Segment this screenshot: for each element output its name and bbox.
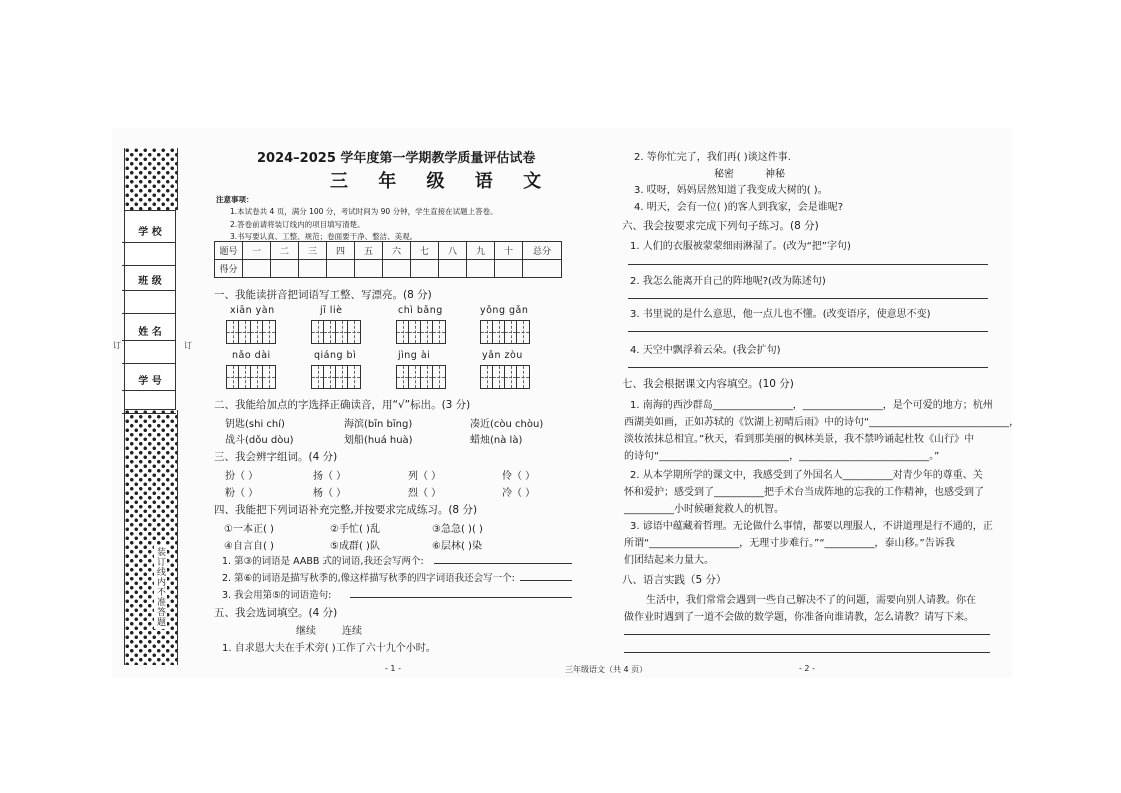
- writing-grid[interactable]: [480, 365, 530, 389]
- word-blank[interactable]: 扬（ ）: [313, 471, 347, 482]
- idiom-blank[interactable]: ①一本正( ): [224, 524, 274, 535]
- student-id-field[interactable]: [122, 390, 176, 414]
- section4-title: 四、我能把下列词语补充完整,并按要求完成练习。(8 分): [214, 504, 478, 516]
- choice-word: 秘密: [714, 169, 734, 180]
- answer-line[interactable]: [624, 634, 990, 635]
- student-id-label: 学 号: [138, 376, 162, 387]
- score-input[interactable]: [495, 260, 523, 278]
- score-input[interactable]: [523, 260, 562, 278]
- notice-item: 3.书写要认真、工整、规范；卷面要干净、整洁、美观。: [230, 232, 418, 241]
- idiom-blank[interactable]: ⑥层林( )染: [432, 541, 482, 552]
- score-input[interactable]: [411, 260, 439, 278]
- reading-item[interactable]: 划船(huá huà): [344, 435, 413, 446]
- idiom-blank[interactable]: ②手忙( )乱: [330, 524, 380, 535]
- reading-item[interactable]: 钥匙(shi chí): [225, 419, 285, 430]
- writing-grid[interactable]: [396, 320, 446, 344]
- answer-line[interactable]: [628, 331, 988, 332]
- pinyin: xiān yàn: [230, 305, 275, 316]
- word-blank[interactable]: 扮（ ）: [225, 471, 259, 482]
- choice-word: 继续: [296, 626, 316, 637]
- answer-line[interactable]: [520, 580, 572, 581]
- score-cell: 题号: [215, 242, 243, 260]
- question-text: 2. 等你忙完了，我们再( )谈这件事.: [634, 152, 791, 163]
- binding-mark: 订: [113, 341, 121, 350]
- writing-grid[interactable]: [226, 365, 276, 389]
- score-table: [214, 241, 562, 278]
- idiom-blank[interactable]: ⑤成群( )队: [330, 541, 380, 552]
- score-cell: 六: [383, 242, 411, 260]
- writing-grid[interactable]: [311, 320, 361, 344]
- score-cell: 五: [355, 242, 383, 260]
- answer-line[interactable]: [628, 264, 988, 265]
- question-text: 1. 自求恩大夫在手术旁( )工作了六十九个小时。: [222, 643, 436, 654]
- score-cell: 七: [411, 242, 439, 260]
- idiom-blank[interactable]: ③急急( )( ): [432, 524, 483, 535]
- score-cell: 一: [243, 242, 271, 260]
- pinyin: chì bǎng: [398, 305, 443, 316]
- section3-title: 三、我会辨字组词。(4 分): [214, 451, 338, 463]
- school-label: 学 校: [138, 227, 162, 238]
- writing-grid[interactable]: [396, 365, 446, 389]
- score-value-row: [215, 260, 562, 278]
- exam-title: 2024–2025 学年度第一学期教学质量评估试卷: [257, 151, 536, 166]
- reading-item[interactable]: 海滨(bīn bīng): [344, 419, 413, 430]
- paragraph-line: 的诗句“__________________________，__________________________。”: [624, 451, 940, 462]
- name-label: 姓 名: [138, 327, 162, 338]
- footer-text: 三年级语文（共 4 页）: [565, 665, 648, 674]
- score-header-row: [215, 242, 562, 260]
- score-cell: 十: [495, 242, 523, 260]
- word-blank[interactable]: 烈（ ）: [408, 488, 442, 499]
- class-label: 班 级: [138, 276, 162, 287]
- reading-item[interactable]: 凑近(còu chòu): [470, 419, 544, 430]
- school-field[interactable]: [122, 242, 176, 266]
- question-text: 1. 第③的词语是 AABB 式的词语,我还会写两个:: [222, 556, 424, 567]
- pinyin: jī liè: [320, 305, 343, 316]
- score-cell: 二: [271, 242, 299, 260]
- answer-line[interactable]: [628, 298, 988, 299]
- reading-item[interactable]: 蜡烛(nà là): [470, 435, 523, 446]
- choice-word: 连续: [342, 626, 362, 637]
- paragraph-line: 怀和爱护；感受到了__________把手术台当成阵地的忘我的工作精神，也感受到了: [624, 487, 984, 498]
- question-text: 4. 天空中飘浮着云朵。(我会扩句): [630, 345, 781, 356]
- paragraph-line: 淡妆浓抹总相宜。”秋天，看到那美丽的枫林美景，我不禁吟诵起杜牧《山行》中: [624, 434, 975, 445]
- section7-title: 七、我会根据课文内容填空。(10 分): [622, 378, 794, 390]
- star-pattern: [124, 410, 178, 665]
- idiom-blank[interactable]: ④自言自( ): [224, 541, 274, 552]
- score-cell: 总分: [523, 242, 562, 260]
- pinyin: qiáng bì: [314, 350, 357, 361]
- answer-line[interactable]: [628, 367, 988, 368]
- page-number: - 1 -: [385, 664, 401, 673]
- question-text: 3. 哎呀，妈妈居然知道了我变成大树的( )。: [634, 185, 828, 196]
- paragraph-line: 生活中，我们常常会遇到一些自己解决不了的问题，需要向别人请教。你在: [646, 595, 976, 606]
- writing-grid[interactable]: [480, 320, 530, 344]
- binding-note: 装订线内不准答题: [155, 547, 165, 627]
- word-blank[interactable]: 杨（ ）: [313, 488, 347, 499]
- section6-title: 六、我会按要求完成下列句子练习。(8 分): [622, 220, 819, 232]
- section2-title: 二、我能给加点的字选择正确读音，用“√”标出。(3 分): [214, 399, 471, 411]
- paragraph-line: 2. 从本学期所学的课文中，我感受到了外国名人__________对青少年的尊重、关: [630, 470, 983, 481]
- page-number: - 2 -: [799, 664, 815, 673]
- exam-subtitle: 三 年 级 语 文: [330, 171, 554, 192]
- star-pattern: [124, 148, 178, 210]
- question-text: 3. 我会用第⑤的词语造句:: [222, 590, 332, 601]
- notice-item: 1.本试卷共 4 页，满分 100 分，考试时间为 90 分钟，学生直接在试题上答卷。: [230, 207, 498, 216]
- question-text: 1. 人们的衣服被蒙蒙细雨淋湿了。(改为“把”字句): [630, 241, 851, 252]
- word-blank[interactable]: 列（ ）: [408, 471, 442, 482]
- writing-grid[interactable]: [311, 365, 361, 389]
- question-text: 2. 我怎么能离开自己的阵地呢?(改为陈述句): [630, 276, 826, 287]
- score-input[interactable]: [439, 260, 467, 278]
- score-input[interactable]: [383, 260, 411, 278]
- class-field[interactable]: [122, 290, 176, 314]
- pinyin: jìng ài: [398, 350, 431, 361]
- paragraph-line: 做作业时遇到了一道不会做的数学题，你准备向谁请教，怎么请教？请写下来。: [624, 612, 974, 623]
- paragraph-line: 西湖美如画，正如苏轼的《饮湖上初晴后雨》中的诗句“____________________________，: [624, 417, 1020, 428]
- question-text: 2. 第⑥的词语是描写秋季的,像这样描写秋季的四字词语我还会写一个:: [222, 573, 515, 584]
- question-text: 4. 明天，会有一位( )的客人到我家，会是谁呢?: [634, 202, 844, 213]
- paragraph-line: 1. 南海的西沙群岛________________，________________，是个可爱的地方；杭州: [630, 400, 993, 411]
- pinyin: yǎn zòu: [482, 350, 523, 361]
- word-blank[interactable]: 冷（ ）: [502, 488, 536, 499]
- paragraph-line: 们团结起来力量大。: [624, 555, 714, 566]
- score-input[interactable]: [355, 260, 383, 278]
- paragraph-line: __________小时候砸瓮救人的机智。: [624, 504, 784, 515]
- choice-word: 神秘: [765, 169, 785, 180]
- score-input[interactable]: [467, 260, 495, 278]
- score-cell: 八: [439, 242, 467, 260]
- pinyin: nǎo dài: [232, 350, 271, 361]
- score-cell: 三: [299, 242, 327, 260]
- pinyin: yǒng gǎn: [480, 305, 529, 316]
- paragraph-line: 所谓“__________________，无理寸步难行。”“__________，泰山移。”告诉我: [624, 538, 955, 549]
- binding-mark: 订: [184, 341, 192, 350]
- score-input[interactable]: [243, 260, 271, 278]
- name-field[interactable]: [122, 340, 176, 364]
- question-text: 3. 书里说的是什么意思，他一点儿也不懂。(改变语序，使意思不变): [630, 309, 931, 320]
- score-cell: 得分: [215, 260, 243, 278]
- answer-line[interactable]: [434, 563, 572, 564]
- writing-grid[interactable]: [226, 320, 276, 344]
- section5-title: 五、我会选词填空。(4 分): [214, 607, 338, 619]
- section1-title: 一、我能读拼音把词语写工整、写漂亮。(8 分): [214, 289, 432, 301]
- word-blank[interactable]: 伶（ ）: [502, 471, 536, 482]
- score-cell: 四: [327, 242, 355, 260]
- reading-item[interactable]: 战斗(dǒu dòu): [225, 435, 294, 446]
- section8-title: 八、语言实践（5 分）: [622, 574, 727, 586]
- paragraph-line: 3. 谚语中蕴藏着哲理。无论做什么事情，都要以理服人，不讲道理是行不通的，正: [630, 521, 993, 532]
- answer-line[interactable]: [624, 652, 990, 653]
- notice-title: 注意事项：: [216, 195, 254, 204]
- notice-item: 2.答卷前请将装订线内的项目填写清楚。: [230, 220, 365, 229]
- score-cell: 九: [467, 242, 495, 260]
- answer-line[interactable]: [350, 597, 572, 598]
- score-input[interactable]: [271, 260, 299, 278]
- word-blank[interactable]: 粉（ ）: [225, 488, 259, 499]
- score-input[interactable]: [299, 260, 327, 278]
- score-input[interactable]: [327, 260, 355, 278]
